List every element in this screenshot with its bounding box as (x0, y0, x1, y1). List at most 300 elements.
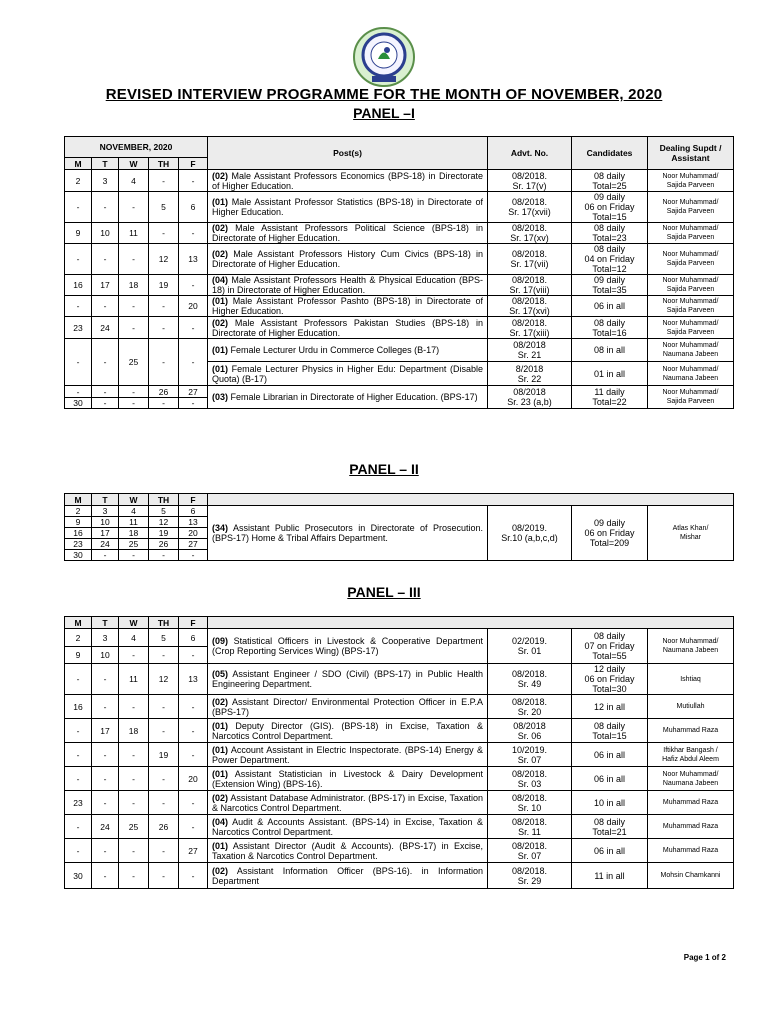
day-cell: 3 (92, 170, 119, 192)
dealing-cell (648, 664, 734, 695)
post-cell (208, 664, 488, 695)
candidates-cell (572, 317, 648, 339)
day-cell: 11 (119, 517, 149, 528)
panel-1-table (64, 136, 734, 409)
candidates-header: Candidates (572, 137, 648, 170)
cell-line: Sr. 10 (517, 802, 542, 813)
cell-line: Noor Muhammad/ (662, 251, 719, 258)
cell-line: 08/2018. (511, 816, 548, 827)
post-cell (208, 275, 488, 296)
cell-line: Naumana Jabeen (662, 779, 719, 787)
post-description: Male Assistant Professors Political Science (BPS-18) in Directorate of Higher Education. (212, 223, 483, 243)
schedule-row (65, 863, 734, 889)
post-description: Female Lecturer Physics in Higher Edu: Department (Disable Quota) (B-17) (212, 363, 483, 384)
cell-line: 08/2018. (511, 197, 548, 207)
cell-line: 06 in all (593, 845, 626, 856)
day-cell: 18 (119, 275, 149, 296)
cell-line: Total=15 (592, 730, 627, 741)
cell-line: Muhammad Raza (662, 847, 719, 854)
day-cell: - (65, 815, 92, 839)
day-cell: - (92, 664, 119, 695)
cell-line: Naumana Jabeen (662, 647, 719, 654)
cell-line: Total=16 (592, 327, 627, 338)
cell-line: 10/2019. (511, 744, 548, 755)
advt-cell (488, 743, 572, 767)
advt-cell (488, 170, 572, 192)
candidates-cell (572, 863, 648, 889)
day-cell: - (149, 170, 179, 192)
day-cell: - (119, 839, 149, 863)
post-description: Male Assistant Professors Economics (BPS-18) in Directorate of Higher Education. (212, 170, 483, 191)
day-cell: - (119, 192, 149, 223)
day-cell: - (92, 743, 119, 767)
day-cell: 19 (149, 528, 179, 539)
day-cell: - (65, 743, 92, 767)
post-cell (208, 339, 488, 362)
day-cell: 9 (65, 223, 92, 244)
schedule-row (65, 815, 734, 839)
cell-line: 08/2018 (513, 340, 546, 350)
day-cell: - (119, 386, 149, 398)
day-cell: - (92, 863, 119, 889)
day-header: M (65, 494, 92, 506)
cell-line: Sajida Parveen (666, 328, 715, 336)
post-count: (01) (212, 197, 229, 207)
post-count: (01) (212, 744, 229, 755)
dealing-cell (648, 767, 734, 791)
cell-line: 8/2018 (515, 363, 544, 374)
schedule-row (65, 275, 734, 296)
day-cell: - (179, 339, 208, 386)
post-description: Deputy Director (GIS). (BPS-18) in Excise, Taxation & Narcotics Control Department. (212, 720, 483, 741)
cell-line: 12 daily (593, 664, 626, 674)
day-cell: 18 (119, 528, 149, 539)
panel-3-table (64, 616, 734, 889)
cell-line: Noor Muhammad/ (662, 172, 719, 180)
advt-cell (488, 386, 572, 409)
cell-line: Noor Muhammad/ (662, 225, 719, 232)
cell-line: 08/2018. (511, 170, 548, 181)
advt-cell (488, 767, 572, 791)
cell-line: Mohsin Chamkanni (660, 872, 721, 879)
cell-line: Sr. 17(xv) (510, 233, 549, 243)
cell-line: Sajida Parveen (666, 260, 715, 267)
candidates-cell (572, 664, 648, 695)
advt-cell (488, 863, 572, 889)
cell-line: 10 in all (593, 797, 626, 808)
schedule-row (65, 170, 734, 192)
dealing-cell (648, 791, 734, 815)
schedule-row (65, 386, 734, 398)
cell-line: Total=30 (592, 684, 627, 694)
post-description: Assistant Statistician in Livestock & Dairy Development (Extension Wing) (BPS-16). (212, 768, 483, 789)
day-cell: - (149, 791, 179, 815)
cell-line: Muhammad Raza (662, 823, 719, 830)
cell-line: Total=55 (592, 651, 627, 661)
day-cell: - (119, 863, 149, 889)
schedule-row (65, 719, 734, 743)
cell-line: Sr. 17(vii) (510, 259, 549, 269)
cell-line: Sr. 21 (517, 350, 542, 360)
day-cell: - (149, 647, 179, 664)
day-cell: - (179, 223, 208, 244)
cell-line: Sr. 17(xvi) (509, 306, 550, 316)
day-cell: 5 (149, 192, 179, 223)
day-cell: 23 (65, 539, 92, 550)
day-cell: 11 (119, 664, 149, 695)
post-count: (01) (212, 296, 229, 306)
day-cell: 27 (179, 539, 208, 550)
cell-line: Noor Muhammad/ (662, 298, 719, 305)
cell-line: Sajida Parveen (666, 234, 715, 241)
post-cell (208, 719, 488, 743)
cell-line: Total=25 (592, 180, 627, 191)
dealing-cell (648, 839, 734, 863)
post-description: Male Assistant Professor Statistics (BPS-18) in Directorate of Higher Education. (212, 197, 483, 217)
day-cell: - (65, 839, 92, 863)
dealing-cell (648, 317, 734, 339)
schedule-row (65, 767, 734, 791)
day-cell: 16 (65, 275, 92, 296)
post-count: (09) (212, 636, 229, 646)
post-description: Assistant Public Prosecutors in Directorate of Prosecution. (BPS-17) Home & Tribal Affairs Department. (212, 523, 483, 543)
day-cell: - (149, 296, 179, 317)
cell-line: Sr. 07 (517, 850, 542, 861)
commission-seal-logo (352, 26, 416, 88)
day-cell: 26 (149, 815, 179, 839)
cell-line: 08 daily (593, 170, 626, 181)
cell-line: Sr. 29 (517, 875, 542, 886)
day-cell: 6 (179, 192, 208, 223)
day-cell: - (149, 339, 179, 386)
dealing-cell (648, 244, 734, 275)
day-cell: - (179, 863, 208, 889)
post-count: (02) (212, 792, 229, 803)
day-cell: 25 (119, 815, 149, 839)
day-cell: - (119, 647, 149, 664)
cell-line: 08 daily (593, 631, 626, 641)
post-cell (208, 815, 488, 839)
candidates-cell (572, 296, 648, 317)
month-header: NOVEMBER, 2020 (65, 137, 208, 158)
day-cell: - (119, 743, 149, 767)
day-cell: 30 (65, 863, 92, 889)
header-spacer (208, 617, 734, 629)
cell-line: 11 in all (594, 870, 625, 881)
day-header: M (65, 617, 92, 629)
day-cell: - (179, 647, 208, 664)
panel-3-title: PANEL – III (347, 584, 421, 600)
cell-line: 08/2018. (511, 768, 548, 779)
post-count: (01) (212, 768, 229, 779)
day-cell: - (119, 296, 149, 317)
post-cell (208, 362, 488, 386)
day-cell: - (65, 296, 92, 317)
day-cell: - (65, 664, 92, 695)
day-cell: 24 (92, 317, 119, 339)
cell-line: 01 in all (593, 368, 626, 379)
day-cell: 24 (92, 539, 119, 550)
day-header: T (92, 158, 119, 170)
schedule-row (65, 839, 734, 863)
day-cell: - (92, 839, 119, 863)
day-cell: 2 (65, 506, 92, 517)
cell-line: Sr. 06 (517, 730, 542, 741)
day-cell: 27 (179, 386, 208, 398)
cell-line: 08/2018 (513, 387, 546, 397)
day-cell: - (179, 398, 208, 409)
day-cell: 18 (119, 719, 149, 743)
cell-line: 08/2018. (511, 865, 548, 876)
cell-line: Total=12 (592, 264, 627, 274)
day-cell: - (119, 244, 149, 275)
advt-cell (488, 719, 572, 743)
day-cell: 13 (179, 244, 208, 275)
candidates-cell (572, 192, 648, 223)
post-cell (208, 296, 488, 317)
day-cell: - (119, 695, 149, 719)
panel-2-title: PANEL – II (349, 461, 419, 477)
day-header: W (119, 158, 149, 170)
days-header-row (65, 494, 734, 506)
day-cell: - (149, 863, 179, 889)
post-count: (01) (212, 840, 229, 851)
day-cell: 23 (65, 791, 92, 815)
day-cell: 4 (119, 170, 149, 192)
day-cell: 3 (92, 506, 119, 517)
cell-line: Sr. 03 (517, 778, 542, 789)
post-count: (03) (212, 392, 229, 402)
post-description: Assistant Database Administrator. (BPS-17) in Excise, Taxation & Narcotics Control Department. (212, 792, 483, 813)
day-cell: - (92, 192, 119, 223)
candidates-cell (572, 695, 648, 719)
schedule-row (65, 506, 734, 517)
day-cell: 17 (92, 719, 119, 743)
day-cell: - (179, 275, 208, 296)
cell-line: Sajida Parveen (666, 398, 715, 405)
post-cell (208, 767, 488, 791)
post-count: (02) (212, 317, 229, 328)
advt-cell (488, 695, 572, 719)
day-cell: 4 (119, 506, 149, 517)
cell-line: Sr. 17(xiii) (509, 327, 550, 338)
post-count: (01) (212, 720, 229, 731)
page-number: Page 1 of 2 (683, 953, 726, 962)
day-cell: - (65, 244, 92, 275)
day-cell: 16 (65, 528, 92, 539)
page-title: REVISED INTERVIEW PROGRAMME FOR THE MONTH OF NOVEMBER, 2020 (105, 86, 663, 103)
cell-line: Mutiullah (676, 703, 705, 710)
day-cell: - (92, 695, 119, 719)
cell-line: Sr. 07 (517, 754, 542, 765)
candidates-cell (572, 506, 648, 561)
dealing-cell (648, 815, 734, 839)
cell-line: Total=22 (592, 397, 627, 407)
post-cell (208, 317, 488, 339)
day-cell: - (119, 398, 149, 409)
cell-line: Sajida Parveen (666, 307, 715, 314)
day-cell: 23 (65, 317, 92, 339)
dealing-cell (648, 743, 734, 767)
day-cell: - (119, 791, 149, 815)
advt-cell (488, 362, 572, 386)
schedule-row (65, 296, 734, 317)
post-count: (04) (212, 816, 229, 827)
day-cell: - (179, 719, 208, 743)
schedule-row (65, 192, 734, 223)
day-cell: 10 (92, 647, 119, 664)
day-cell: 17 (92, 275, 119, 296)
schedule-row (65, 791, 734, 815)
cell-line: 08/2018. (511, 696, 548, 707)
advt-cell (488, 815, 572, 839)
schedule-row (65, 339, 734, 362)
day-header: W (119, 494, 149, 506)
post-cell (208, 192, 488, 223)
cell-line: 06 in all (593, 773, 626, 784)
day-cell: - (65, 339, 92, 386)
dealing-header: Dealing Supdt / Assistant (648, 137, 734, 170)
cell-line: Iftikhar Bangash / (663, 746, 718, 754)
day-cell: - (179, 815, 208, 839)
day-cell: 11 (119, 223, 149, 244)
day-cell: 5 (149, 506, 179, 517)
candidates-cell (572, 791, 648, 815)
day-header: F (179, 617, 208, 629)
cell-line: Sr. 17(v) (512, 180, 547, 191)
cell-line: Sajida Parveen (666, 286, 715, 293)
cell-line: Ishtiaq (680, 675, 701, 683)
day-cell: - (149, 695, 179, 719)
day-cell: - (119, 767, 149, 791)
cell-line: Sr. 23 (a,b) (507, 397, 552, 407)
day-cell: - (92, 550, 119, 561)
cell-line: Noor Muhammad/ (662, 277, 719, 284)
cell-line: Noor Muhammad/ (662, 638, 719, 645)
day-cell: - (119, 550, 149, 561)
advt-cell (488, 506, 572, 561)
post-cell (208, 695, 488, 719)
candidates-cell (572, 223, 648, 244)
post-count: (02) (212, 249, 229, 259)
cell-line: 08 in all (593, 345, 626, 355)
dealing-cell (648, 362, 734, 386)
cell-line: 08/2018. (511, 223, 548, 233)
cell-line: 08 daily (593, 223, 626, 233)
day-cell: 27 (179, 839, 208, 863)
post-count: (02) (212, 696, 229, 707)
cell-line: Muhammad Raza (662, 727, 719, 734)
post-count: (01) (212, 363, 229, 374)
advt-cell (488, 664, 572, 695)
cell-line: Sr. 11 (518, 826, 541, 837)
day-cell: - (149, 317, 179, 339)
day-cell: 30 (65, 550, 92, 561)
candidates-cell (572, 386, 648, 409)
panel-2-table (64, 493, 734, 561)
day-cell: - (179, 791, 208, 815)
day-header: T (92, 494, 119, 506)
cell-line: 08 daily (593, 720, 626, 731)
candidates-cell (572, 275, 648, 296)
day-cell: 12 (149, 517, 179, 528)
cell-line: Naumana Jabeen (662, 351, 719, 358)
day-cell: 16 (65, 695, 92, 719)
cell-line: 08/2018 (513, 720, 546, 731)
day-cell: 24 (92, 815, 119, 839)
day-cell: - (179, 743, 208, 767)
schedule-row (65, 743, 734, 767)
day-cell: - (119, 317, 149, 339)
day-cell: - (149, 398, 179, 409)
day-cell: 12 (149, 664, 179, 695)
cell-line: 02/2019. (511, 636, 548, 646)
cell-line: 11 daily (594, 387, 625, 397)
day-cell: 19 (149, 275, 179, 296)
schedule-row (65, 629, 734, 647)
candidates-cell (572, 815, 648, 839)
candidates-cell (572, 362, 648, 386)
cell-line: 12 in all (593, 701, 626, 712)
day-cell: 20 (179, 528, 208, 539)
post-cell (208, 791, 488, 815)
advt-cell (488, 275, 572, 296)
post-count: (02) (212, 170, 229, 181)
advt-cell (488, 629, 572, 664)
cell-line: 07 on Friday (584, 641, 635, 651)
candidates-cell (572, 244, 648, 275)
day-cell: - (149, 767, 179, 791)
cell-line: 06 in all (593, 749, 626, 760)
day-cell: - (92, 767, 119, 791)
dealing-cell (648, 386, 734, 409)
cell-line: 09 daily (593, 192, 626, 202)
post-cell (208, 839, 488, 863)
post-description: Male Assistant Professors History Cum Civics (BPS-18) in Directorate of Higher Education. (212, 249, 483, 269)
dealing-cell (648, 192, 734, 223)
post-description: Male Assistant Professors Pakistan Studies (BPS-18) in Directorate of Higher Education. (212, 317, 483, 338)
cell-line: Noor Muhammad/ (662, 342, 719, 349)
day-cell: - (92, 386, 119, 398)
cell-line: Sr. 22 (517, 373, 542, 384)
dealing-cell (648, 629, 734, 664)
post-cell (208, 863, 488, 889)
dealing-cell (648, 296, 734, 317)
day-cell: 13 (179, 664, 208, 695)
post-cell (208, 506, 488, 561)
cell-line: Sajida Parveen (666, 181, 715, 189)
cell-line: Sr. 49 (517, 679, 542, 689)
post-count: (04) (212, 275, 229, 285)
cell-line: 06 in all (593, 301, 626, 311)
cell-line: 08 daily (593, 244, 626, 254)
day-header: W (119, 617, 149, 629)
cell-line: Hafiz Abdul Aleem (662, 755, 719, 763)
day-header: TH (149, 158, 179, 170)
day-cell: - (92, 339, 119, 386)
day-cell: - (92, 244, 119, 275)
candidates-cell (572, 170, 648, 192)
candidates-cell (572, 629, 648, 664)
day-cell: 25 (119, 539, 149, 550)
post-count: (02) (212, 223, 229, 233)
day-cell: 4 (119, 629, 149, 647)
cell-line: 08/2018. (511, 249, 548, 259)
cell-line: Sr. 20 (517, 706, 542, 717)
post-description: Assistant Director/ Environmental Protection Officer in E.P.A (BPS-17) (212, 696, 483, 717)
cell-line: 08/2018. (511, 669, 548, 679)
day-cell: 3 (92, 629, 119, 647)
